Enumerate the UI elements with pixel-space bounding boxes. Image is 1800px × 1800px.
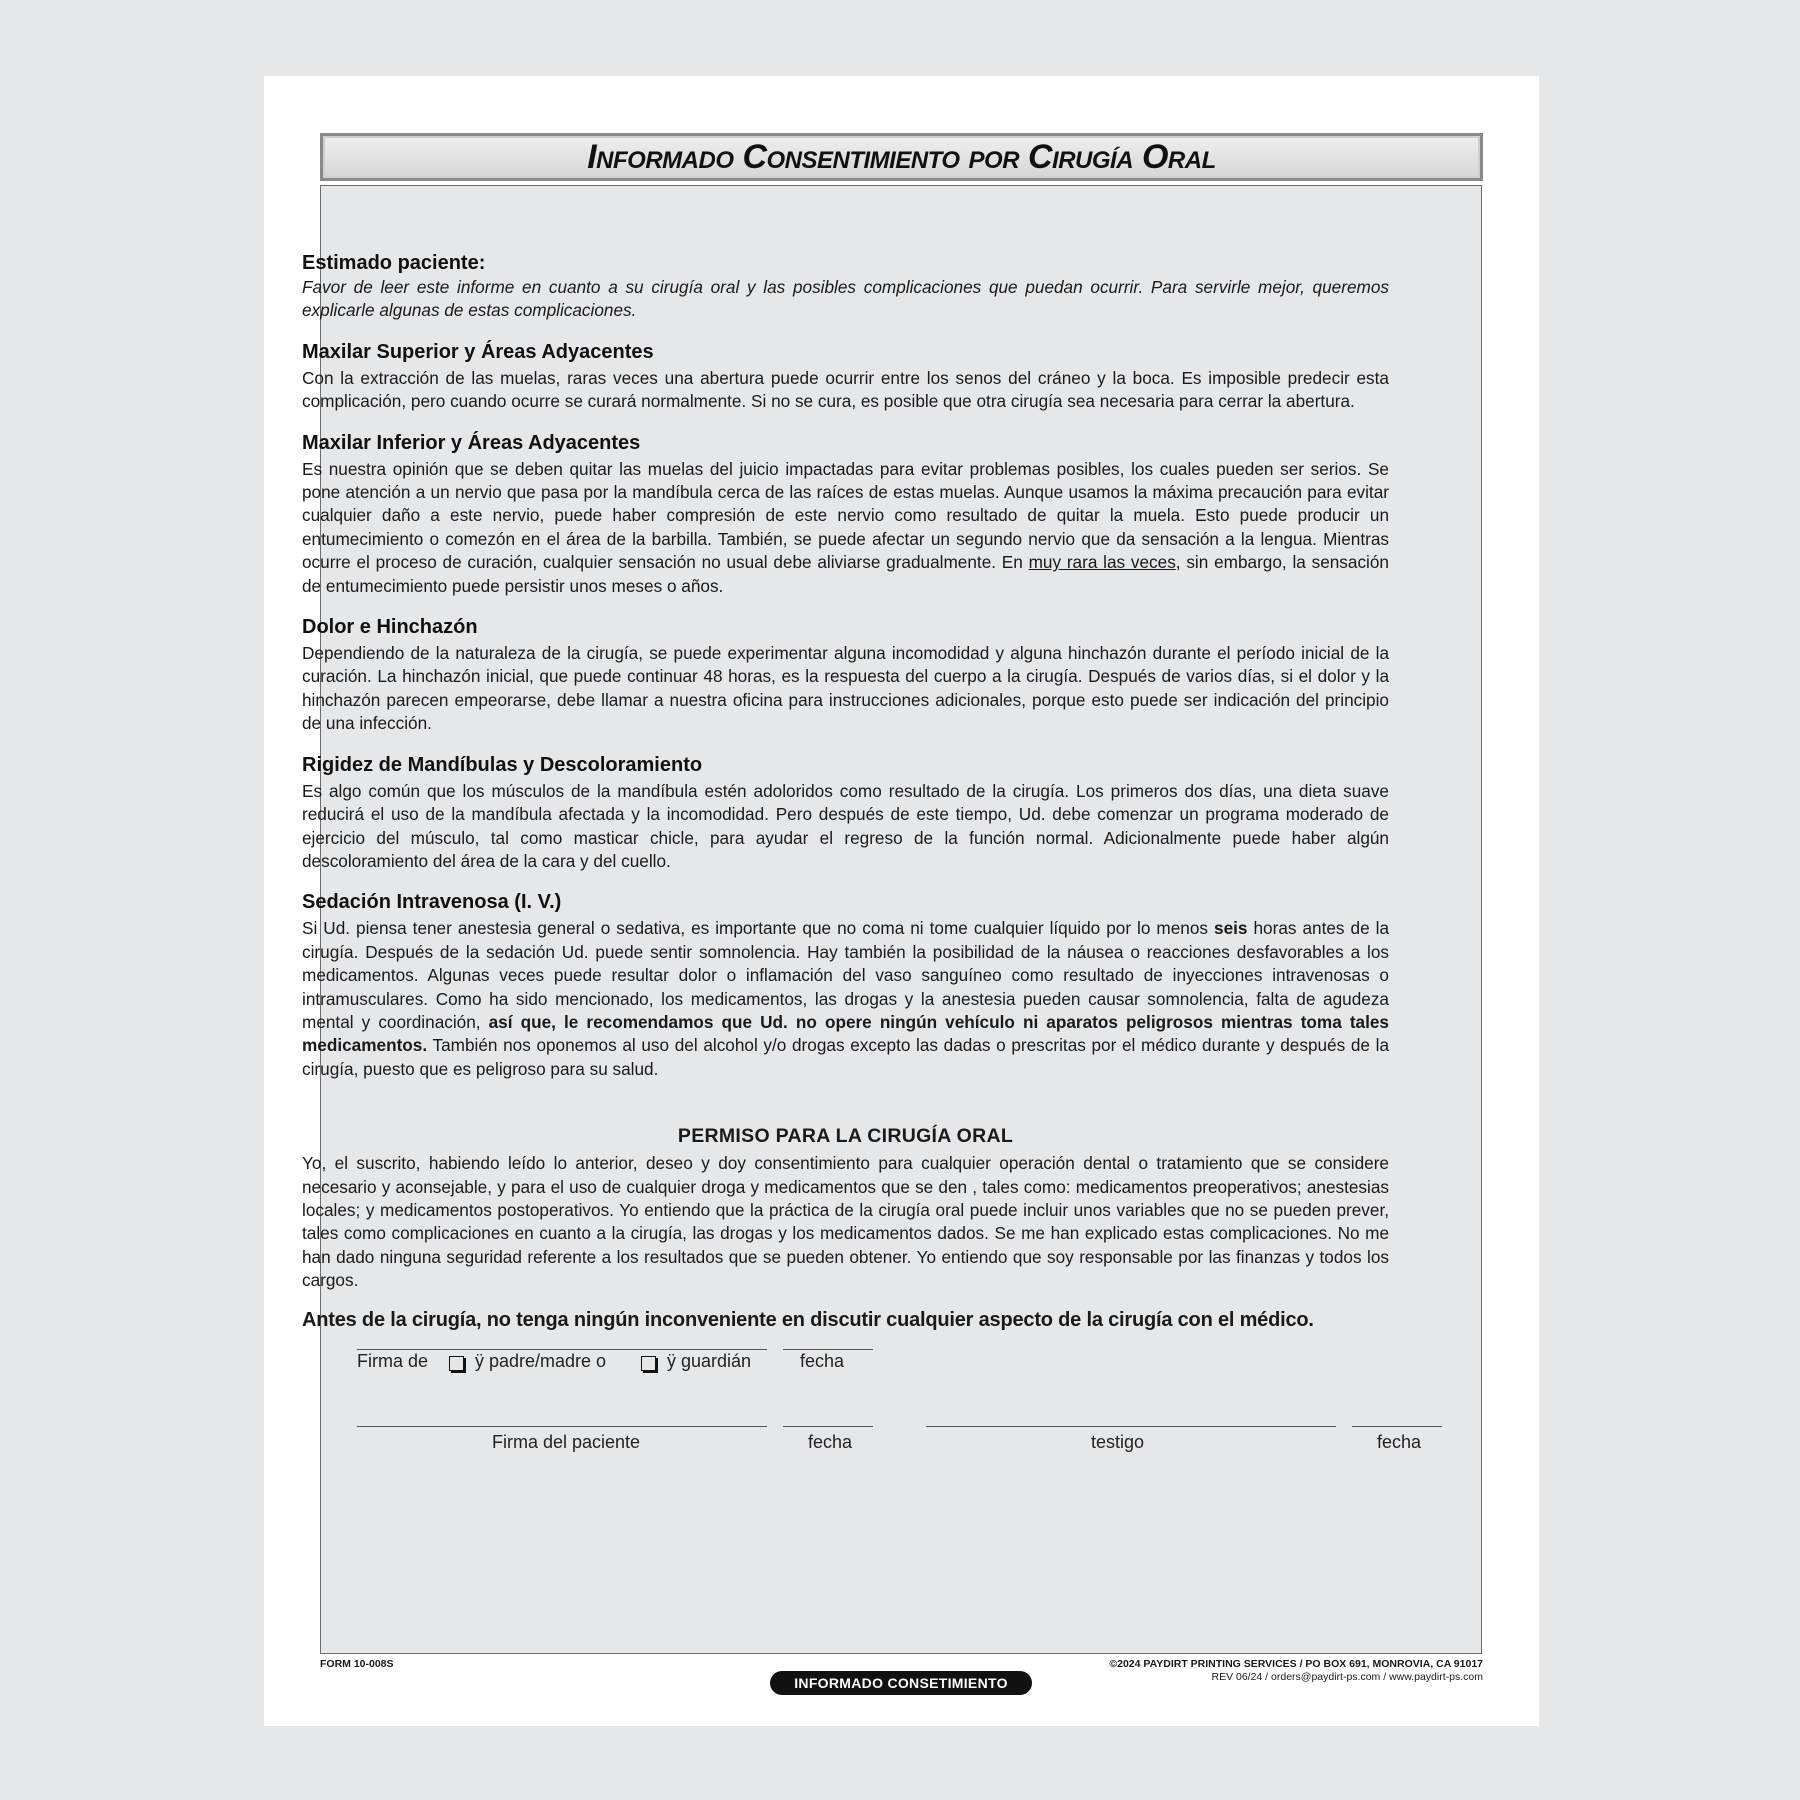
bold-text: seis <box>1214 918 1248 939</box>
section-paragraph: Dependiendo de la naturaleza de la cirugía, se puede experimentar alguna incomodidad y alguna hinchazón durante el período inicial de la curación. La hinchazón inicial, que puede continuar 48 horas, es la respuesta del cuerpo a la cirugía. Después de varios días, si el dolor y la hinchazón parecen empeorarse, debe llamar a nuestra oficina para instrucciones adicionales, porque esto puede ser indicación del principio de una infección. <box>302 643 1389 734</box>
text-run: horas antes de la cirugía. Después de la sedación Ud. puede sentir somnolencia. Hay también la posibilidad de la náusea o reacciones desfavorables a los medicamentos. Algunas veces puede resultar dolor o inflamación del vaso sanguíneo como resultado de inyecciones intravenosas o intramusculares. Como ha sido mencionado, los medicamentos, las drogas y la anestesia pueden causar somnolencia, falta de agudeza mental y coordinación, <box>302 918 1390 1032</box>
form-number: FORM 10-008S <box>320 1658 394 1670</box>
closing-statement: Antes de la cirugía, no tenga ningún inconveniente en discutir cualquier aspecto de la cirugía con el médico. <box>302 1308 1314 1331</box>
section-paragraph <box>302 458 1389 598</box>
parent-checkbox[interactable] <box>449 1356 464 1371</box>
underlined-text: muy rara las veces <box>1028 552 1176 573</box>
firma-de-label: Firma de <box>357 1351 429 1371</box>
permiso-heading: PERMISO PARA LA CIRUGÍA ORAL <box>677 1125 1014 1148</box>
guardian-signature-line[interactable] <box>357 1349 767 1350</box>
date-label: fecha <box>800 1351 845 1371</box>
section-paragraph <box>302 917 1389 1081</box>
date-label: fecha <box>1377 1432 1422 1452</box>
witness-date-line[interactable] <box>1352 1426 1442 1427</box>
witness-label: testigo <box>1091 1432 1145 1452</box>
text-run: También nos oponemos al uso del alcohol y/o drogas excepto las dadas o prescritas por el médico durante y después de la cirugía, puesto que es peligroso para su salud. <box>302 1035 1389 1079</box>
bold-warning-text: así que, le recomendamos que Ud. no opere ningún vehículo ni aparatos peligrosos mientras toma tales medicamentos. <box>302 1011 1389 1056</box>
text-run: , sin embargo, la sensación de entumecimiento puede persistir unos meses o años. <box>302 552 1389 596</box>
form-type-badge: INFORMADO CONSETIMIENTO <box>770 1671 1032 1695</box>
patient-date-line[interactable] <box>783 1426 873 1427</box>
copyright-line: ©2024 PAYDIRT PRINTING SERVICES / PO BOX 691, MONROVIA, CA 91017 <box>1109 1658 1483 1670</box>
patient-signature-line[interactable] <box>357 1426 767 1427</box>
form-title: Informado Consentimiento por Cirugía Oral <box>587 137 1216 176</box>
section-heading: Dolor e Hinchazón <box>302 616 478 639</box>
section-heading: Maxilar Inferior y Áreas Adyacentes <box>302 431 641 454</box>
guardian-date-line[interactable] <box>783 1349 873 1350</box>
greeting-heading: Estimado paciente: <box>302 252 486 274</box>
consent-form-page <box>264 76 1539 1726</box>
date-label: fecha <box>808 1432 853 1452</box>
section-heading: Rigidez de Mandíbulas y Descoloramiento <box>302 753 703 776</box>
title-bar <box>320 133 1483 181</box>
parent-label: ÿ padre/madre o <box>475 1351 607 1371</box>
section-maxilar-inferior <box>302 430 1389 598</box>
revision-line: REV 06/24 / orders@paydirt-ps.com / www.paydirt-ps.com <box>1211 1671 1483 1683</box>
section-rigidez <box>302 752 1389 874</box>
publisher-info <box>1109 1658 1483 1684</box>
section-paragraph: Con la extracción de las muelas, raras veces una abertura puede ocurrir entre los senos del cráneo y la boca. Es imposible predecir esta complicación, pero cuando ocurre se curará normalmente. Si no se cura, es posible que otra cirugía sea necesaria para cerrar la abertura. <box>302 367 1389 412</box>
section-heading: Sedación Intravenosa (I. V.) <box>302 891 562 914</box>
form-content <box>302 250 1389 1333</box>
guardian-label: ÿ guardián <box>667 1351 752 1371</box>
guardian-checkbox[interactable] <box>641 1356 656 1371</box>
section-sedacion <box>302 889 1389 1081</box>
text-run: Es nuestra opinión que se deben quitar las muelas del juicio impactadas para evitar problemas posibles, los cuales pueden ser serios. Se pone atención a un nervio que pasa por la mandíbula cerca de las raíces de estas muelas. Aunque usamos la máxima precaución para evitar cualquier daño a este nervio, puede haber compresión de este nervio como resultado de quitar la muela. Esto puede producir un entumecimiento o comezón en el área de la barbilla. También, se puede afectar un segundo nervio que da sensación a la lengua. Mientras ocurre el proceso de curación, cualquier sensación no usual debe aliviarse gradualmente. En <box>302 458 1389 573</box>
patient-signature-label: Firma del paciente <box>492 1432 641 1452</box>
section-maxilar-superior <box>302 339 1389 414</box>
intro-paragraph: Favor de leer este informe en cuanto a su cirugía oral y las posibles complicaciones que puedan ocurrir. Para servirle mejor, queremos explicarle algunas de estas complicaciones. <box>302 277 1389 321</box>
section-dolor-hinchazon <box>302 614 1389 736</box>
section-heading: Maxilar Superior y Áreas Adyacentes <box>302 340 654 363</box>
permiso-paragraph: Yo, el suscrito, habiendo leído lo anterior, deseo y doy consentimiento para cualquier operación dental o tratamiento que se considere necesario y aconsejable, y para el uso de cualquier droga y medicamentos que se den , tales como: medicamentos preoperativos; anestesias locales; y medicamentos postoperativos. Yo entiendo que la práctica de la cirugía oral puede incluir unos variables que no se pueden prever, tales como complicaciones en cuanto a la cirugía, las drogas y los medicamentos dados. Se me han explicado estas complicaciones. No me han dado ninguna seguridad referente a los resultados que se pueden obtener. Yo entiendo que soy responsable por las finanzas y todos los cargos. <box>302 1153 1389 1291</box>
witness-signature-line[interactable] <box>926 1426 1336 1427</box>
section-paragraph: Es algo común que los músculos de la mandíbula estén adoloridos como resultado de la cirugía. Los primeros dos días, una dieta suave reducirá el uso de la mandíbula afectada y la incomodidad. Pero después de este tiempo, Ud. debe comenzar un programa moderado de ejercicio del músculo, tal como masticar chicle, para ayudar el regreso de la función normal. Adicionalmente puede haber algún descoloramiento del área de la cara y del cuello. <box>302 780 1389 871</box>
text-run: Si Ud. piensa tener anestesia general o sedativa, es importante que no coma ni tome cualquier líquido por lo menos <box>302 918 1215 939</box>
